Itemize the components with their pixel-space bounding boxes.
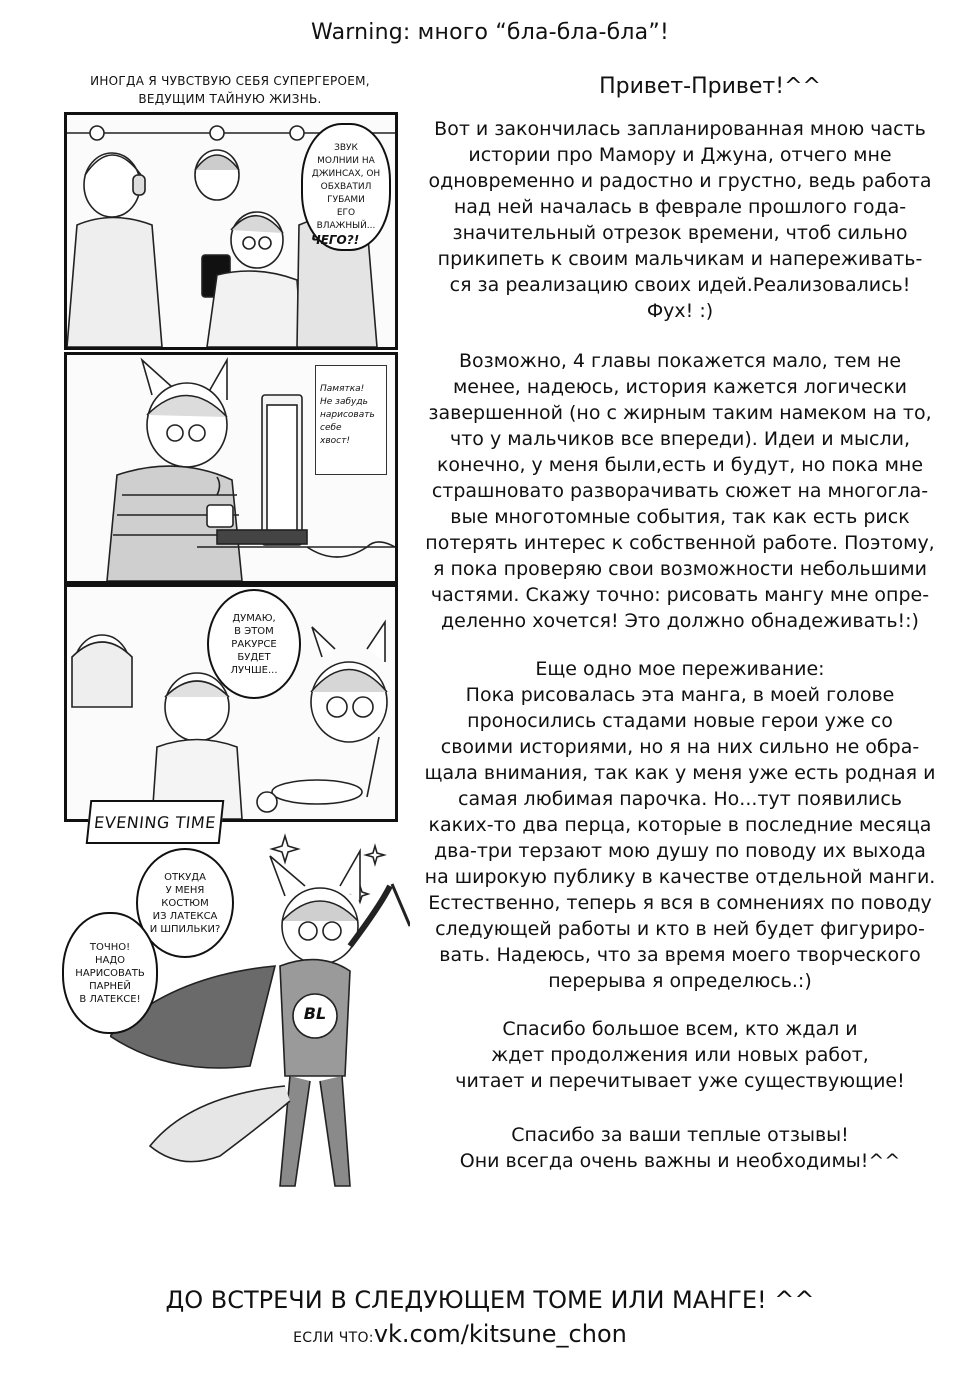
- contact-prefix: ЕСЛИ ЧТО:: [293, 1330, 374, 1346]
- p2-line: Возможно, 4 главы покажется мало, тем не: [458, 350, 902, 372]
- p2-line: частями. Скажу точно: рисовать мангу мне опре-: [430, 584, 930, 606]
- panel3-speech-bubble: ДУМАЮ, В ЭТОМ РАКУРСЕ БУДЕТ ЛУЧШЕ...: [207, 589, 301, 699]
- p5-line: Спасибо за ваши теплые отзывы!: [511, 1124, 849, 1146]
- p1-line: Фух! :): [646, 300, 714, 322]
- p2-line: я пока проверяю свои возможности небольшими: [432, 558, 927, 580]
- paragraph-5: [410, 1122, 950, 1174]
- comic-panel-desk: [64, 352, 398, 584]
- greeting-title: Привет-Привет!^^: [599, 74, 821, 99]
- reminder-note: Памятка! Не забудь нарисовать себе хвост!: [315, 365, 387, 475]
- contact-link[interactable]: vk.com/kitsune_chon: [373, 1320, 627, 1348]
- hero-speech-bubble-question: ОТКУДА У МЕНЯ КОСТЮМ ИЗ ЛАТЕКСА И ШПИЛЬКИ?: [136, 848, 234, 958]
- p3-line: самая любимая парочка. Но...тут появились: [458, 788, 902, 810]
- p3-line: Пока рисовалась эта манга, в моей голове: [465, 684, 895, 706]
- p2-line: конечно, у меня были,есть и будут, но пока мне: [436, 454, 924, 476]
- evening-time-label: EVENING TIME: [86, 800, 225, 844]
- p2-line: что у мальчиков все впереди). Идеи и мысли,: [449, 428, 910, 450]
- p4-line: Спасибо большое всем, кто ждал и: [502, 1018, 858, 1040]
- panel1-speech-bubble: ЗВУК МОЛНИИ НА ДЖИНСАХ, ОН ОБХВАТИЛ ГУБАМИ ЕГО ВЛАЖНЫЙ...: [301, 123, 391, 251]
- p3-line: проносились стадами новые герои уже со: [467, 710, 893, 732]
- p1-line: истории про Мамору и Джуна, отчего мне: [468, 144, 892, 166]
- p3-line: своими историями, но я на них сильно не обра-: [440, 736, 920, 758]
- p2-line: деленно хочется! Это должно обнадеживать!:): [441, 610, 919, 632]
- comic-intro-caption: [60, 72, 400, 108]
- p3-line: два-три терзают мою душу по поводу их выхода: [434, 840, 926, 862]
- comic-panel-subway: [64, 112, 398, 350]
- caption-line-1: ИНОГДА Я ЧУВСТВУЮ СЕБЯ СУПЕРГЕРОЕМ,: [90, 74, 370, 88]
- footer-contact: [0, 1320, 920, 1348]
- p1-line: одновременно и радостно и грустно, ведь работа: [428, 170, 932, 192]
- p2-line: вые многотомные события, так как есть риск: [450, 506, 910, 528]
- caption-line-2: ВЕДУЩИМ ТАЙНУЮ ЖИЗНЬ.: [138, 92, 322, 106]
- p1-line: значительный отрезок времени, чтоб сильно: [452, 222, 908, 244]
- p3-line: перерыва я определюсь.:): [548, 970, 812, 992]
- paragraph-3: [410, 656, 950, 994]
- p4-line: читает и перечитывает уже существующие!: [455, 1070, 905, 1092]
- paragraph-4: [410, 1016, 950, 1094]
- p2-line: менее, надеюсь, история кажется логически: [452, 376, 908, 398]
- p1-line: ся за реализацию своих идей.Реализовались!: [449, 274, 911, 296]
- p2-line: завершенной (но с жирным таким намеком на то,: [428, 402, 932, 424]
- p3-line: щала внимания, так как у меня уже есть родная и: [424, 762, 936, 784]
- hero-speech-bubble-idea: ТОЧНО! НАДО НАРИСОВАТЬ ПАРНЕЙ В ЛАТЕКСЕ!: [62, 912, 158, 1034]
- p3-line: Естественно, теперь я вся в сомнениях по поводу: [428, 892, 932, 914]
- page-header-warning: Warning: много “бла-бла-бла”!: [311, 20, 669, 45]
- p4-line: ждет продолжения или новых работ,: [491, 1044, 869, 1066]
- footer-farewell: ДО ВСТРЕЧИ В СЛЕДУЮЩЕМ ТОМЕ ИЛИ МАНГЕ! ^^: [165, 1286, 815, 1314]
- p3-line: Еще одно мое переживание:: [535, 658, 825, 680]
- p3-line: на широкую публику в качестве отдельной манги.: [424, 866, 936, 888]
- p1-line: над ней началась в феврале прошлого года-: [453, 196, 907, 218]
- paragraph-2: [410, 348, 950, 634]
- p3-line: следующей работы и кто в ней будет фигуриро-: [435, 918, 925, 940]
- p2-line: потерять интерес к собственной работе. Поэтому,: [425, 532, 935, 554]
- p2-line: страшновато разворачивать сюжет на многогла-: [431, 480, 929, 502]
- p1-line: прикипеть к своим мальчикам и напереживать-: [437, 248, 923, 270]
- paragraph-1: [410, 116, 950, 324]
- chest-logo: BL: [303, 1004, 327, 1023]
- p3-line: каких-то два перца, которые в последние месяца: [428, 814, 932, 836]
- p1-line: Вот и закончилась запланированная мною часть: [434, 118, 926, 140]
- panel1-exclaim: ЧЕГО?!: [311, 233, 360, 247]
- p3-line: вать. Надеюсь, что за время моего творческого: [439, 944, 921, 966]
- p5-line: Они всегда очень важны и необходимы!^^: [459, 1150, 901, 1172]
- comic-panel-dinner: [64, 584, 398, 822]
